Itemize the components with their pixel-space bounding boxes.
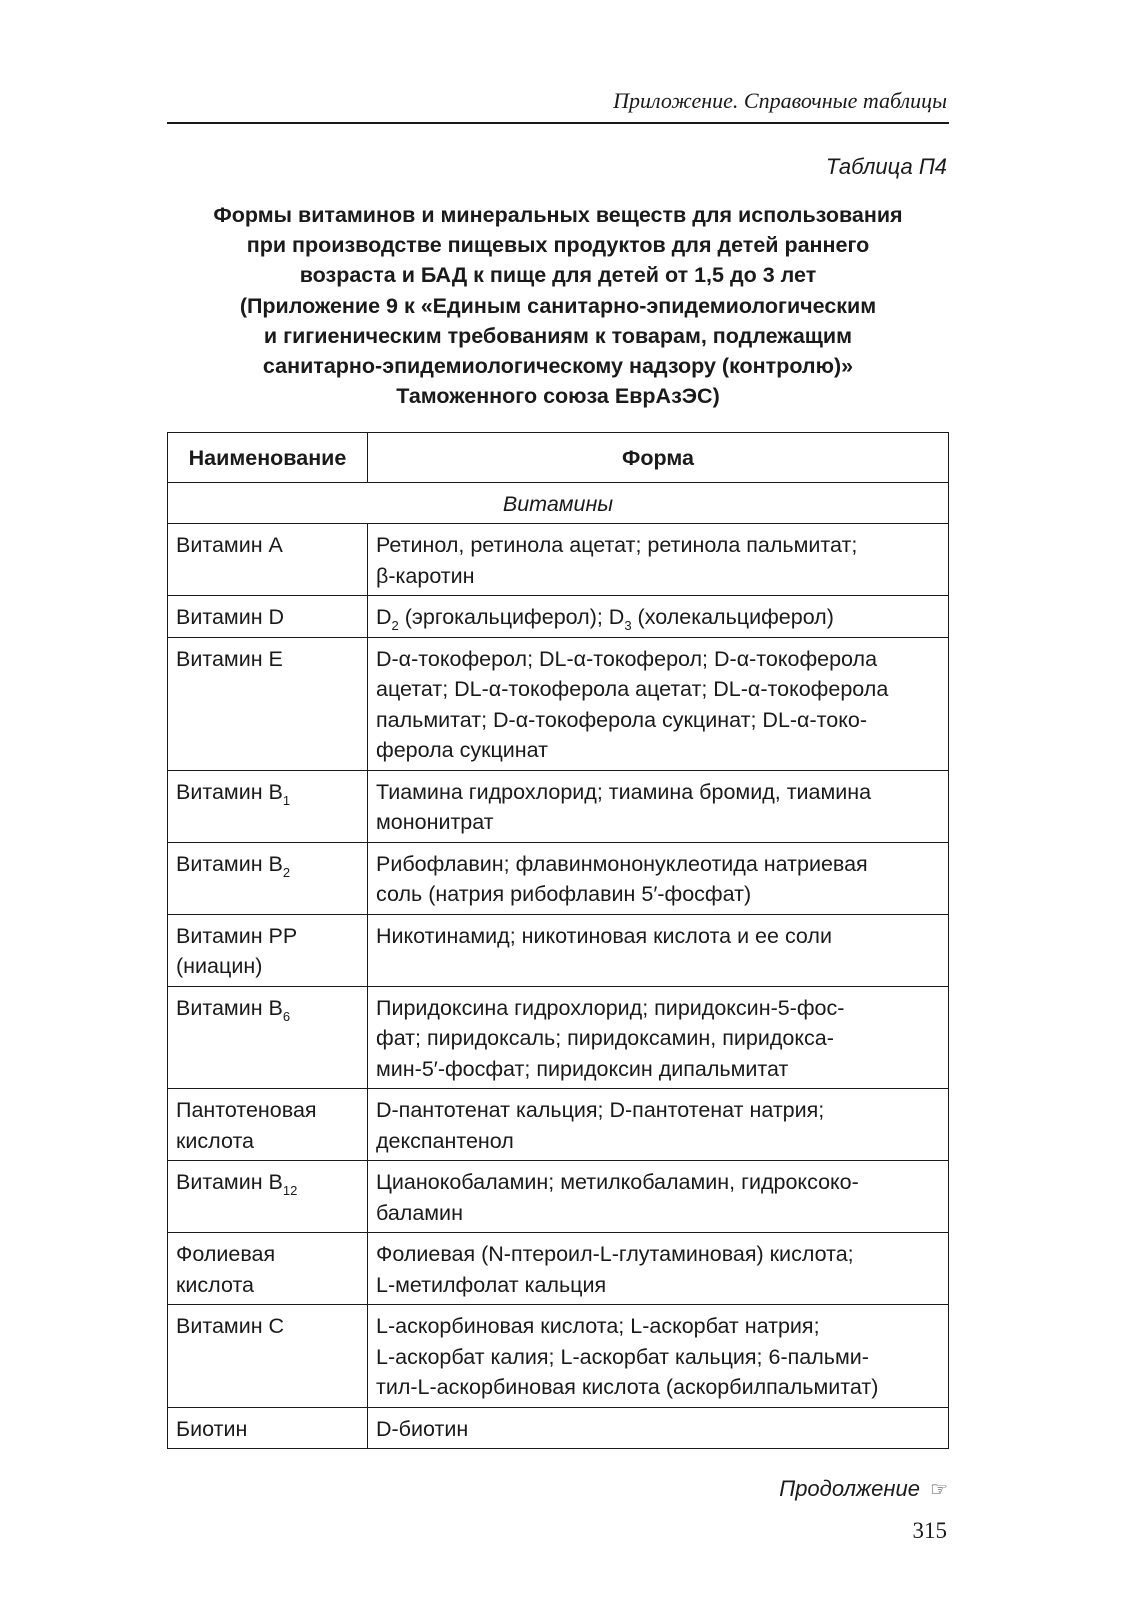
table-row <box>168 986 949 1089</box>
title-line: и гигиеническим требованиям к товарам, подлежащим <box>263 323 853 348</box>
vitamin-name: Пантотеновая кислота <box>168 1089 368 1161</box>
title-line: Формы витаминов и минеральных веществ для использования <box>213 203 903 227</box>
table-header-row <box>168 433 949 483</box>
column-header-form: Форма <box>368 433 949 483</box>
continued-note <box>779 1476 948 1502</box>
group-label-vitamins: Витамины <box>168 482 949 524</box>
page-number: 315 <box>912 1518 947 1543</box>
vitamin-name: Витамин $B_{12}$ <box>168 1161 368 1233</box>
vitamin-name: Биотин <box>168 1407 368 1449</box>
table-row <box>168 637 949 770</box>
table-row <box>168 596 949 638</box>
document-title <box>167 200 949 411</box>
table-row <box>168 1089 949 1161</box>
table-row <box>168 1161 949 1233</box>
column-header-name: Наименование <box>168 433 368 483</box>
vitamin-name: Витамин PP (ниацин) <box>168 914 368 986</box>
table-row <box>168 1305 949 1408</box>
vitamin-form: $D_2$ (эргокальциферол); $D_3$ (холекальциферол) <box>368 596 949 638</box>
header-rule <box>167 122 949 124</box>
vitamin-name: Витамин C <box>168 1305 368 1408</box>
continued-label: Продолжение <box>779 1476 920 1501</box>
vitamin-form: L-аскорбиновая кислота; L-аскорбат натрия; L-аскорбат калия; L-аскорбат кальция; 6-пальми- тил-L-аскорбиновая кислота (аскорбилпальмитат) <box>368 1305 949 1408</box>
vitamin-form: Рибофлавин; флавинмононуклеотида натриевая соль (натрия рибофлавин 5′-фосфат) <box>368 842 949 914</box>
vitamin-name: Витамин $B_2$ <box>168 842 368 914</box>
vitamin-name: Витамин $B_1$ <box>168 770 368 842</box>
hand-pointing-right-icon: ☞ <box>930 1479 948 1501</box>
table-row <box>168 914 949 986</box>
title-line: при производстве пищевых продуктов для детей раннего <box>246 233 870 258</box>
table-row <box>168 770 949 842</box>
title-line: санитарно-эпидемиологическому надзору (контролю)» <box>262 354 854 379</box>
vitamin-form: Тиамина гидрохлорид; тиамина бромид, тиамина мононитрат <box>368 770 949 842</box>
vitamin-name: Витамин D <box>168 596 368 638</box>
vitamin-form: D-пантотенат кальция; D-пантотенат натрия; декспантенол <box>368 1089 949 1161</box>
vitamin-form: Пиридоксина гидрохлорид; пиридоксин-5-фос- фат; пиридоксаль; пиридоксамин, пиридокса- мин-5′-фосфат; пиридоксин дипальмитат <box>368 986 949 1089</box>
vitamin-form: Ретинол, ретинола ацетат; ретинола пальмитат; β-каротин <box>368 524 949 596</box>
vitamin-name: Витамин E <box>168 637 368 770</box>
vitamin-name: Витамин A <box>168 524 368 596</box>
table-label: Таблица П4 <box>825 154 947 179</box>
table-row <box>168 524 949 596</box>
vitamin-name: Витамин $B_6$ <box>168 986 368 1089</box>
vitamin-form: D-α-токоферол; DL-α-токоферол; D-α-токоферола ацетат; DL-α-токоферола ацетат; DL-α-токоферола пальмитат; D-α-токоферола сукцинат; DL-α-токо- ферола сукцинат <box>368 637 949 770</box>
vitamin-form: Никотинамид; никотиновая кислота и ее соли <box>368 914 949 986</box>
table-row <box>168 1407 949 1449</box>
vitamin-form: Цианокобаламин; метилкобаламин, гидроксоко- баламин <box>368 1161 949 1233</box>
vitamin-forms-table <box>167 432 949 1449</box>
table-row <box>168 842 949 914</box>
group-row <box>168 482 949 524</box>
running-head: Приложение. Справочные таблицы <box>613 88 947 113</box>
vitamin-name: Фолиевая кислота <box>168 1233 368 1305</box>
vitamin-form: D-биотин <box>368 1407 949 1449</box>
table-row <box>168 1233 949 1305</box>
title-line: (Приложение 9 к «Единым санитарно-эпидемиологическим <box>239 293 877 318</box>
title-line: возраста и БАД к пище для детей от 1,5 до 3 лет <box>299 263 817 288</box>
vitamin-form: Фолиевая (N-птероил-L-глутаминовая) кислота; L-метилфолат кальция <box>368 1233 949 1305</box>
title-line: Таможенного союза ЕврАзЭС) <box>396 384 720 409</box>
